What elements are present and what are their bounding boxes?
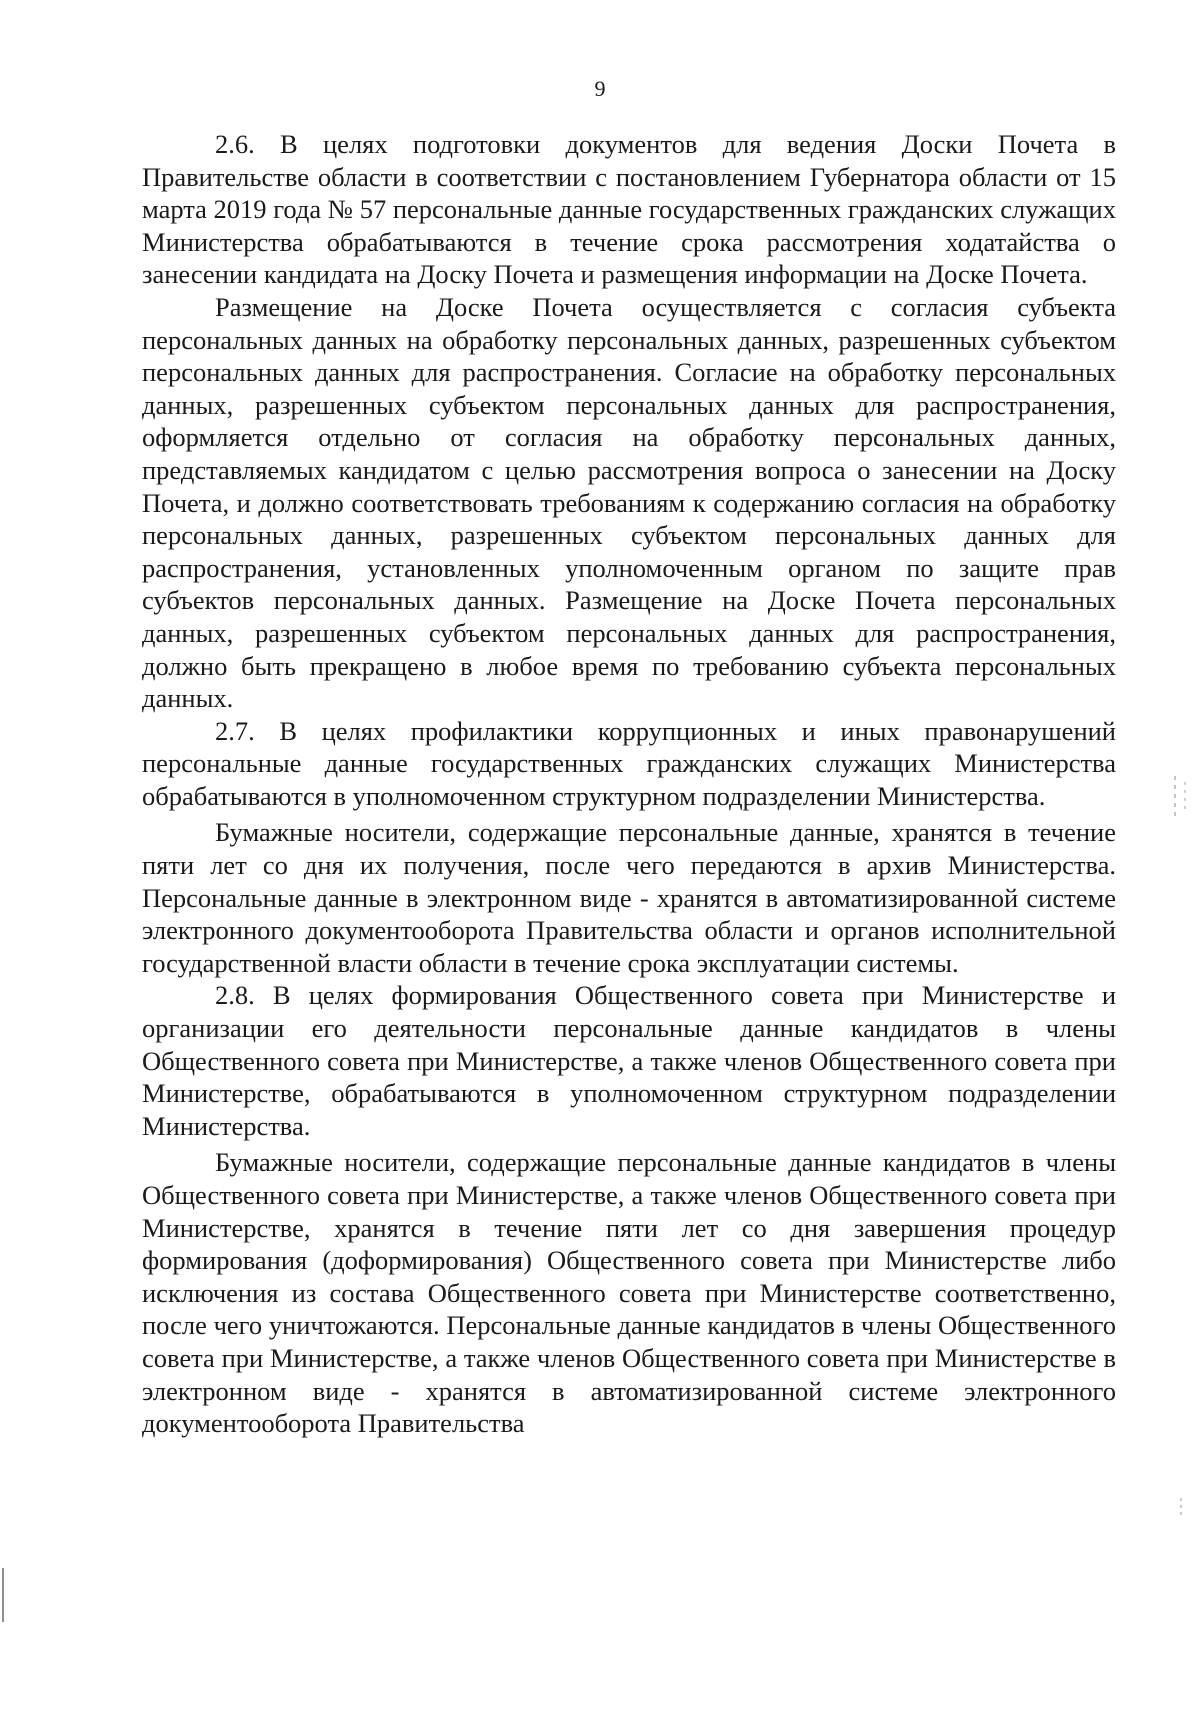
scan-edge-mark <box>2 1568 4 1622</box>
paragraph-paper-media-storage: Бумажные носители, содержащие персональные данные, хранятся в течение пяти лет со дня их получения, после чего передаются в архив Министерства. Персональные данные в электронном виде - хранятся в автоматизированной системе электронного документооборота Правительства области и органов исполнительной государственной власти области в течение срока эксплуатации системы. <box>142 817 1116 978</box>
page-number: 9 <box>594 76 606 101</box>
paragraph-council-media-storage: Бумажные носители, содержащие персональные данные кандидатов в члены Общественного совета при Министерстве, а также членов Общественного совета при Министерстве, хранятся в течение пяти лет со дня завершения процедур формирования (доформирования) Общественного совета при Министерстве либо исключения из состава Общественного совета при Министерстве соответственно, после чего уничтожаются. Персональные данные кандидатов в члены Общественного совета при Министерстве, а также членов Общественного совета при Министерстве в электронном виде - хранятся в автоматизированной системе электронного документооборота Правительства <box>142 1147 1116 1439</box>
scan-dot-mark <box>1174 776 1176 816</box>
paragraph-2-7: 2.7. В целях профилактики коррупционных и иных правонарушений персональные данные государственных гражданских служащих Министерства обрабатываются в уполномоченном структурном подразделении Министерства. <box>142 715 1116 811</box>
document-body <box>142 128 1116 1440</box>
paragraph-honor-board-placement: Размещение на Доске Почета осуществляется с согласия субъекта персональных данных на обработку персональных данных, разрешенных субъектом персональных данных для распространения. Согласие на обработку персональных данных, разрешенных субъектом персональных данных для распространения, оформляется отдельно от согласия на обработку персональных данных, представляемых кандидатом с целью рассмотрения вопроса о занесении на Доску Почета, и должно соответствовать требованиям к содержанию согласия на обработку персональных данных, разрешенных субъектом персональных данных для распространения, установленных уполномоченным органом по защите прав субъектов персональных данных. Размещение на Доске Почета персональных данных, разрешенных субъектом персональных данных для распространения, должно быть прекращено в любое время по требованию субъекта персональных данных. <box>142 291 1116 714</box>
paragraph-2-6: 2.6. В целях подготовки документов для ведения Доски Почета в Правительстве области в соответствии с постановлением Губернатора области от 15 марта 2019 года № 57 персональные данные государственных гражданских служащих Министерства обрабатываются в течение срока рассмотрения ходатайства о занесении кандидата на Доску Почета и размещения информации на Доске Почета. <box>142 129 1116 290</box>
scan-dot-mark <box>1180 1498 1182 1516</box>
paragraph-2-8: 2.8. В целях формирования Общественного совета при Министерстве и организации его деятельности персональные данные кандидатов в члены Общественного совета при Министерстве, а также членов Общественного совета при Министерстве, обрабатываются в уполномоченном структурном подразделении Министерства. <box>142 980 1116 1141</box>
scan-dot-mark <box>1184 782 1186 812</box>
